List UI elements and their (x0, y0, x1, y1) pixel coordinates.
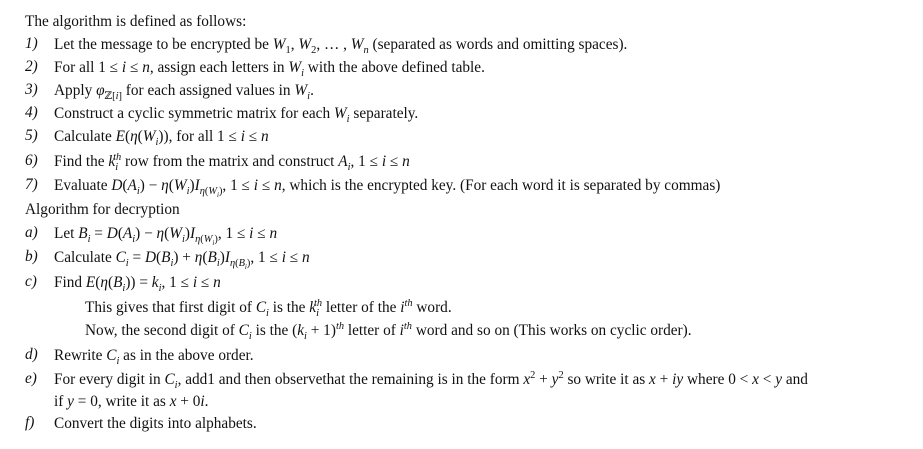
dstep-label-d: d) (25, 346, 38, 363)
dstep-f: Convert the digits into alphabets. (54, 415, 257, 432)
decryption-heading: Algorithm for decryption (25, 201, 180, 218)
page-heading: The algorithm is defined as follows: (25, 13, 247, 30)
dstep-label-a: a) (25, 224, 38, 241)
step-7: Evaluate $D(A_i) - \eta(W_i)I_{\eta(W_i)}$, 1 ≤ i ≤ n, which is the encrypted key. (For each word it is separated by commas) (54, 177, 721, 200)
step-3: Apply $\varphi_{ℤ[i]}$ for each assigned values in $W_i$. (54, 82, 314, 103)
step-label-7: 7) (25, 176, 38, 193)
dstep-c-note-2: Now, the second digit of $C_i$ is the $(k_i + 1)^{th}$ letter of $i^{th}$ word and so on (This works on cyclic order). (85, 320, 692, 343)
dstep-a: Let $B_i = D(A_i) - \eta(W_i)I_{\eta(W_i)}$, 1 ≤ i ≤ n (54, 225, 278, 248)
dstep-b: Calculate $C_i = D(B_i) + \eta(B_i)I_{\eta(B_i)}$, 1 ≤ i ≤ n (54, 249, 310, 272)
dstep-label-c: c) (25, 273, 37, 290)
step-4: Construct a cyclic symmetric matrix for each $W_i$ separately. (54, 105, 419, 126)
dstep-e-cont: if y = 0, write it as x + 0i. (54, 393, 209, 410)
step-label-5: 5) (25, 127, 38, 144)
step-2: For all 1 ≤ i ≤ n, assign each letters in $W_i$ with the above defined table. (54, 59, 485, 80)
step-label-3: 3) (25, 81, 38, 98)
step-label-1: 1) (25, 35, 38, 52)
dstep-label-b: b) (25, 248, 38, 265)
dstep-c: Find $E(\eta(B_i)) = k_i$, 1 ≤ i ≤ n (54, 274, 221, 295)
step-label-4: 4) (25, 104, 38, 121)
step-label-6: 6) (25, 152, 38, 169)
step-6: Find the $k_i^{th}$ row from the matrix and construct $A_i$, 1 ≤ i ≤ n (54, 151, 410, 174)
step-label-2: 2) (25, 58, 38, 75)
dstep-label-f: f) (25, 414, 35, 431)
step-5: Calculate $E(\eta(W_i))$, for all 1 ≤ i ≤ n (54, 128, 269, 149)
dstep-label-e: e) (25, 370, 37, 387)
dstep-d: Rewrite $C_i$ as in the above order. (54, 347, 254, 368)
dstep-e: For every digit in $C_i$, add1 and then observethat the remaining is in the form $x^2 + y^2$ so write it as x + iy where 0 < x < y and (54, 369, 808, 392)
step-1: Let the message to be encrypted be $W_1$, $W_2$, … , $W_n$ (separated as words and omitting spaces). (54, 36, 628, 57)
dstep-c-note-1: This gives that first digit of $C_i$ is the $k_i^{th}$ letter of the $i^{th}$ word. (85, 297, 452, 320)
